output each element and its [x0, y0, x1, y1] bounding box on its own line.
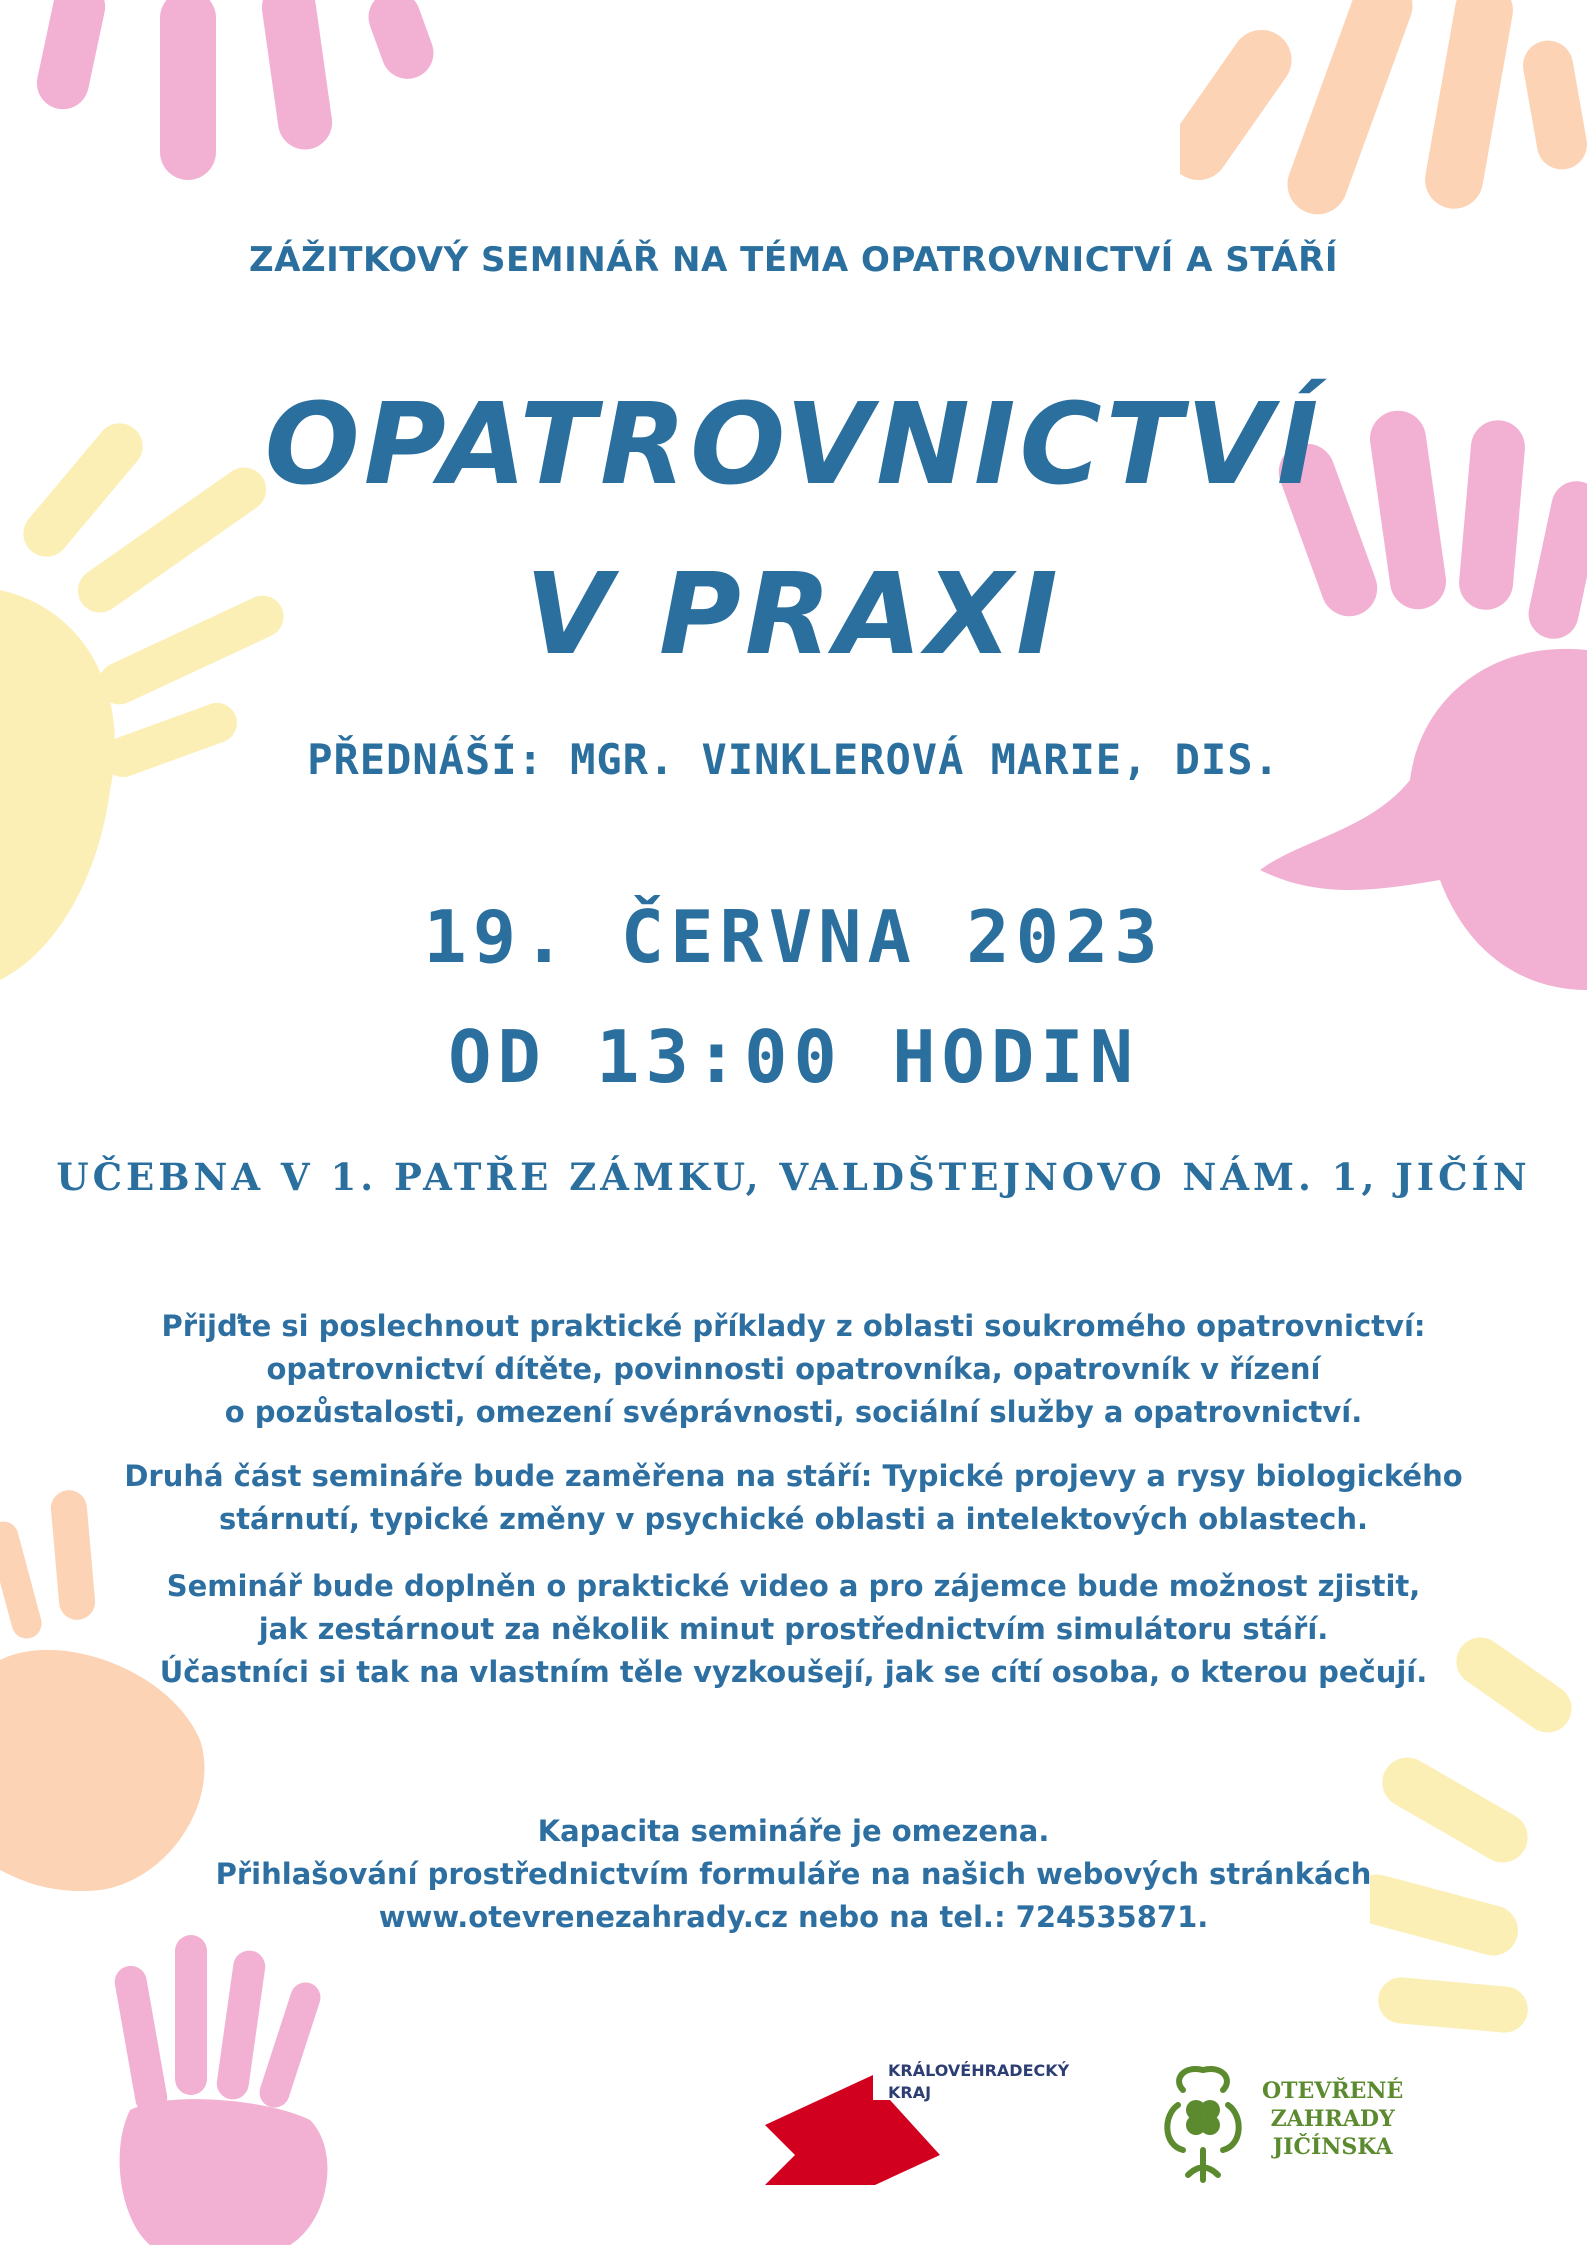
- pink-handprint-bottom-left-small: [110, 1920, 340, 2245]
- paragraph-topics: [0, 1305, 1587, 1434]
- paragraph-line: Seminář bude doplněn o praktické video a pro zájemce bude možnost zjistit,: [166, 1569, 1421, 1603]
- pink-handprint-top-left: [20, 0, 460, 190]
- paragraph-line: Přijďte si poslechnout praktické příklady z oblasti soukromého opatrovnictví:: [161, 1309, 1426, 1343]
- paragraph-line: www.otevrenezahrady.cz nebo na tel.: 724535871.: [378, 1900, 1209, 1934]
- paragraph-line: jak zestárnout za několik minut prostřednictvím simulátoru stáří.: [258, 1612, 1329, 1646]
- date-line-2: OD 13:00 HODIN: [448, 1015, 1139, 1099]
- paragraph-line: opatrovnictví dítěte, povinnosti opatrovníka, opatrovník v řízení: [266, 1352, 1321, 1386]
- oz-logo-line-3: JIČÍNSKA: [1272, 2134, 1393, 2160]
- paragraph-registration: [0, 1810, 1587, 1939]
- paragraph-line: o pozůstalosti, omezení svéprávnosti, sociální služby a opatrovnictví.: [224, 1395, 1363, 1429]
- paragraph-line: Druhá část semináře bude zaměřena na stáří: Typické projevy a rysy biologického: [124, 1459, 1463, 1493]
- otevrene-zahrady-clover-logo: [1158, 2055, 1248, 2185]
- paragraph-line: Kapacita semináře je omezena.: [537, 1814, 1050, 1848]
- paragraph-line: Přihlašování prostřednictvím formuláře na našich webových stránkách: [215, 1857, 1372, 1891]
- kraj-logo-line-1: KRÁLOVÉHRADECKÝ: [888, 2061, 1070, 2080]
- otevrene-zahrady-logo-text: [1262, 2077, 1403, 2161]
- date-line-1: 19. ČERVNA 2023: [423, 895, 1164, 979]
- kraj-logo-text: [888, 2060, 1069, 2104]
- oz-logo-line-2: ZAHRADY: [1270, 2106, 1395, 2132]
- paragraph-aging: [0, 1455, 1587, 1541]
- lecturer: PŘEDNÁŠÍ: MGR. VINKLEROVÁ MARIE, DIS.: [307, 735, 1280, 784]
- paragraph-simulator: [0, 1565, 1587, 1694]
- peach-handprint-top-right: [1180, 0, 1587, 260]
- paragraph-line: stárnutí, typické změny v psychické oblasti a intelektových oblastech.: [218, 1502, 1369, 1536]
- paragraph-line: Účastníci si tak na vlastním těle vyzkoušejí, jak se cítí osoba, o kterou pečují.: [159, 1655, 1428, 1689]
- title-line-1: OPATROVNICTVÍ: [264, 380, 1323, 510]
- venue: UČEBNA V 1. PATŘE ZÁMKU, VALDŠTEJNOVO NÁM. 1, JIČÍN: [56, 1155, 1531, 1199]
- kraj-logo-line-2: KRAJ: [888, 2083, 932, 2102]
- title-line-2: V PRAXI: [525, 550, 1062, 680]
- seminar-kicker: ZÁŽITKOVÝ SEMINÁŘ NA TÉMA OPATROVNICTVÍ A STÁŘÍ: [249, 240, 1338, 280]
- oz-logo-line-1: OTEVŘENÉ: [1262, 2078, 1404, 2104]
